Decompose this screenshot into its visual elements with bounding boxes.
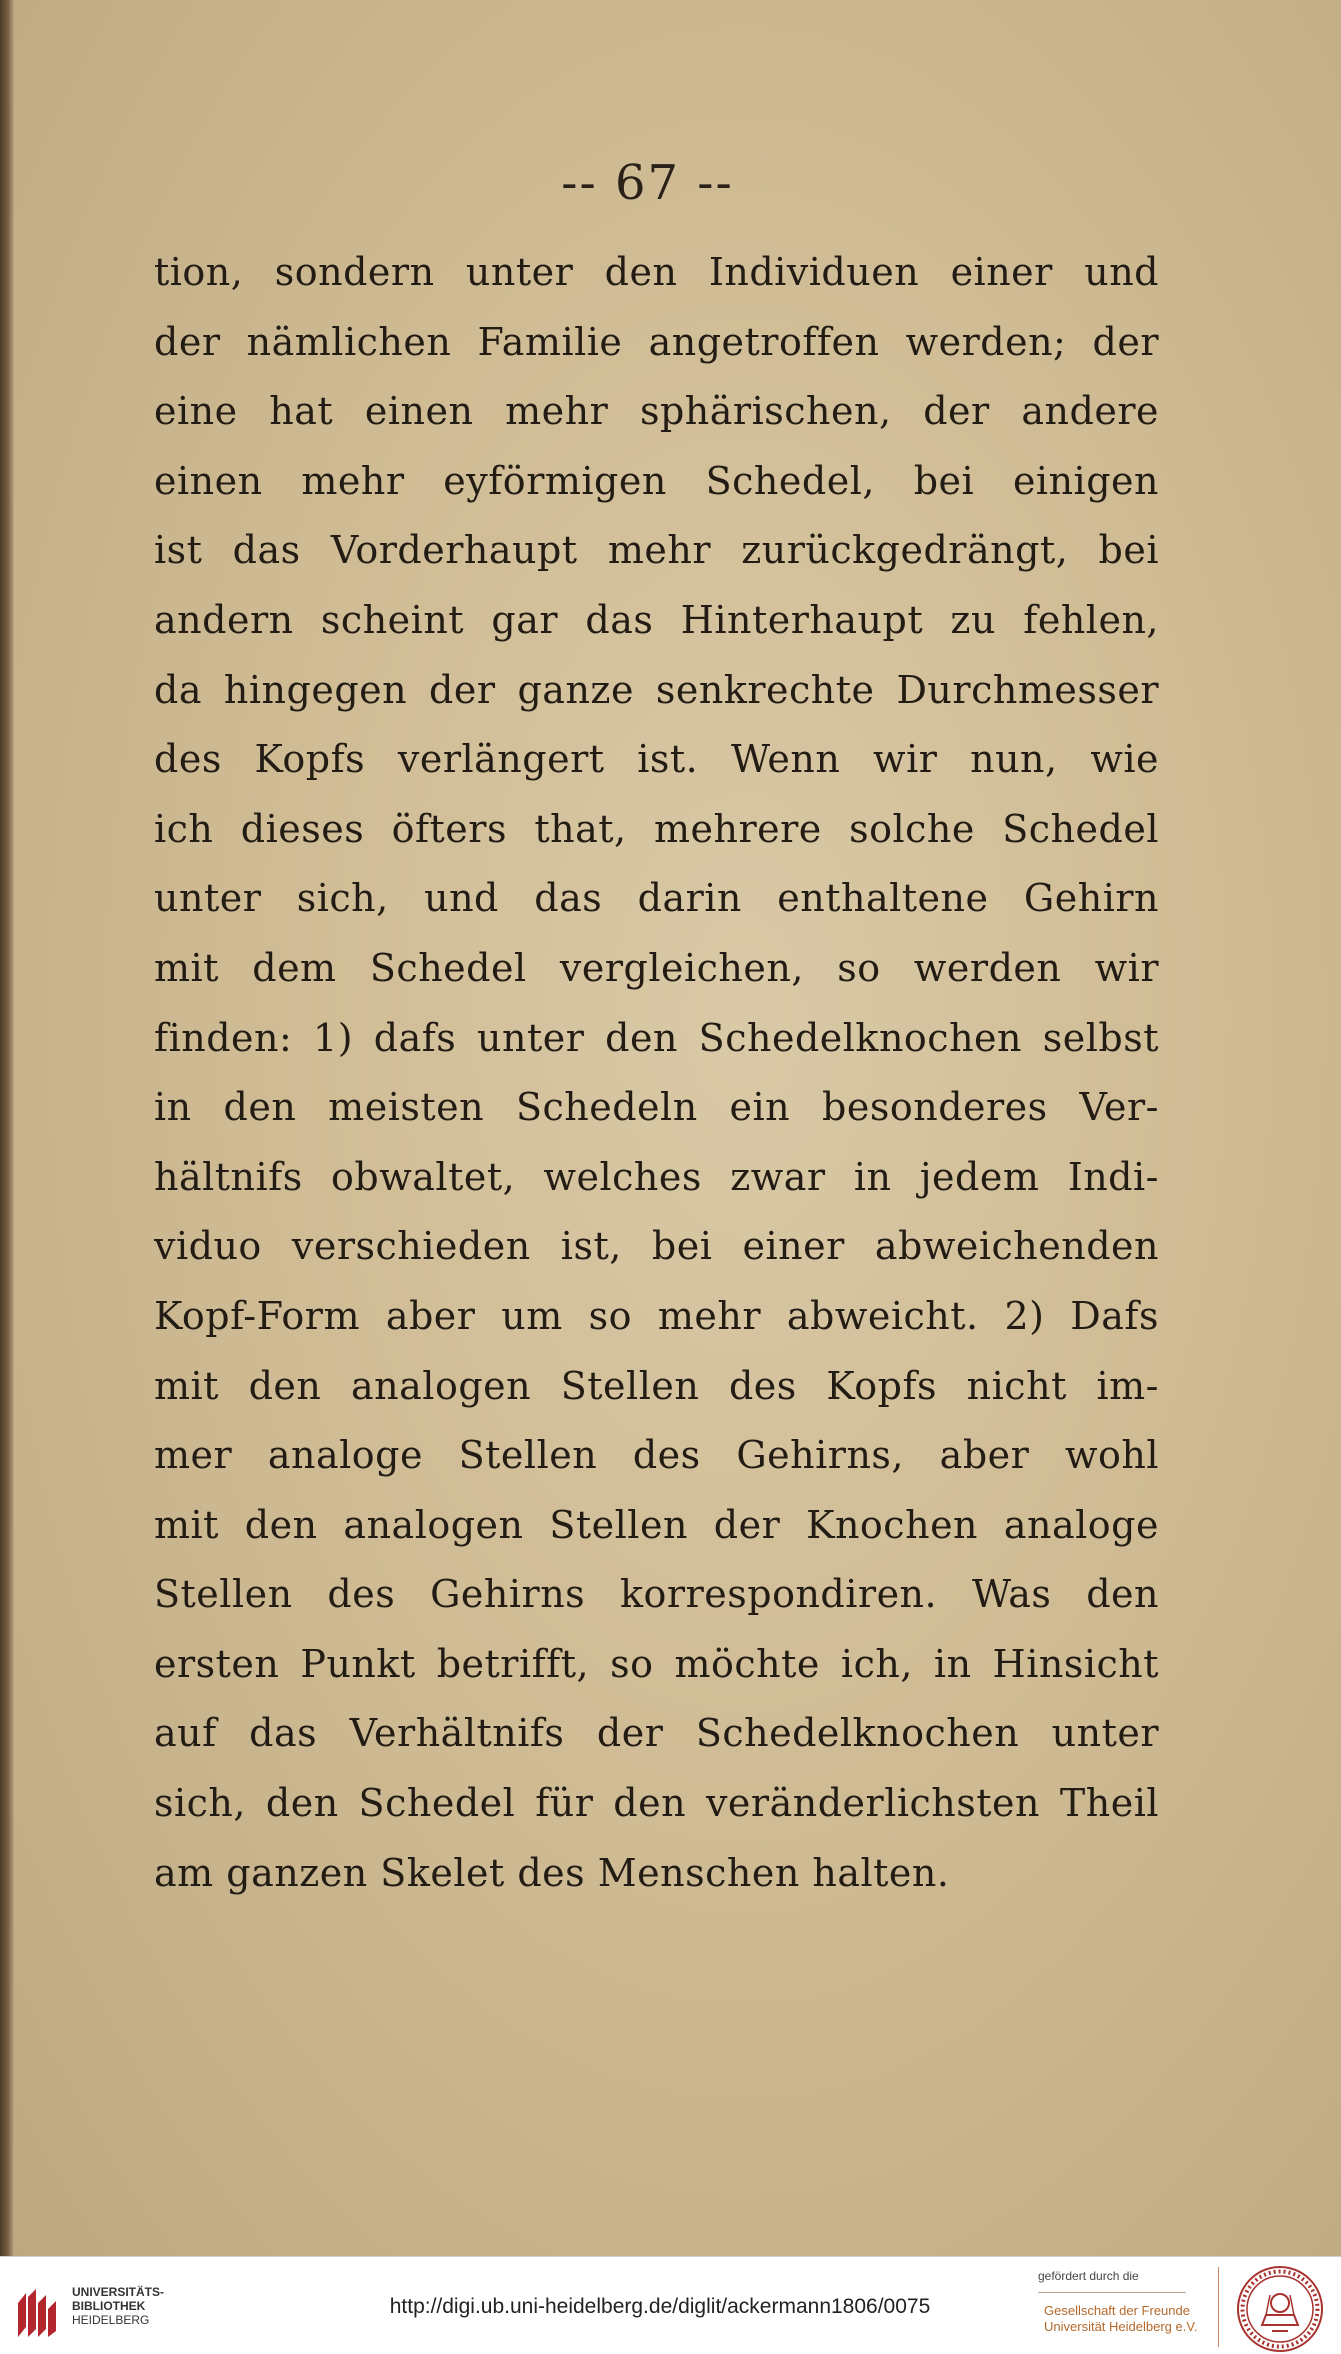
text-line: unter sich, und das darin enthaltene Gehirn xyxy=(154,876,1159,921)
university-library-logo-icon[interactable] xyxy=(14,2287,60,2339)
library-name-line: UNIVERSITÄTS- xyxy=(72,2285,165,2299)
text-line: mit dem Schedel vergleichen, so werden wir xyxy=(154,945,1159,990)
library-name-line: BIBLIOTHEK xyxy=(72,2299,146,2313)
text-line: ist das Vorderhaupt mehr zurückgedrängt, bei xyxy=(154,528,1159,573)
sponsor-name[interactable] xyxy=(1044,2303,1197,2335)
text-line: da hingegen der ganze senkrechte Durchmesser xyxy=(154,667,1159,712)
text-line: eine hat einen mehr sphärischen, der andere xyxy=(154,389,1159,434)
text-line: des Kopfs verlängert ist. Wenn wir nun, wie xyxy=(154,737,1159,782)
text-line: viduo verschieden ist, bei einer abweichenden xyxy=(154,1224,1159,1269)
university-seal-icon[interactable] xyxy=(1236,2265,1324,2353)
sponsor-rule xyxy=(1038,2292,1186,2293)
page-number: -- 67 -- xyxy=(561,155,734,211)
text-line: mer analoge Stellen des Gehirns, aber wohl xyxy=(154,1433,1159,1478)
text-line: finden: 1) dafs unter den Schedelknochen selbst xyxy=(154,1015,1159,1060)
permalink-url[interactable]: http://digi.ub.uni-heidelberg.de/diglit/ackermann1806/0075 xyxy=(389,2295,931,2318)
text-line: andern scheint gar das Hinterhaupt zu fehlen, xyxy=(154,597,1159,642)
text-line: mit den analogen Stellen der Knochen analoge xyxy=(154,1502,1159,1547)
text-line: Stellen des Gehirns korrespondiren. Was den xyxy=(154,1572,1159,1617)
text-line: auf das Verhältnifs der Schedelknochen unter xyxy=(154,1711,1159,1756)
text-line: mit den analogen Stellen des Kopfs nicht im- xyxy=(154,1363,1159,1408)
text-line: am ganzen Skelet des Menschen halten. xyxy=(154,1850,950,1895)
sponsor-label: gefördert durch die xyxy=(1038,2269,1139,2283)
sponsor-name-line: Gesellschaft der Freunde xyxy=(1044,2303,1190,2318)
text-line: in den meisten Schedeln ein besonderes Ver- xyxy=(154,1085,1159,1130)
scanned-page xyxy=(14,0,1341,2256)
digitization-footer xyxy=(0,2256,1341,2354)
text-line: einen mehr eyförmigen Schedel, bei einigen xyxy=(154,458,1159,503)
text-line: tion, sondern unter den Individuen einer und xyxy=(154,250,1159,294)
sponsor-divider xyxy=(1218,2267,1219,2347)
text-line: sich, den Schedel für den veränderlichsten Theil xyxy=(154,1781,1159,1826)
text-line: hältnifs obwaltet, welches zwar in jedem Indi- xyxy=(154,1154,1159,1199)
text-line: Kopf-Form aber um so mehr abweicht. 2) Dafs xyxy=(154,1293,1159,1338)
text-line: ersten Punkt betrifft, so möchte ich, in Hinsicht xyxy=(154,1641,1159,1686)
sponsor-name-line: Universität Heidelberg e.V. xyxy=(1044,2319,1198,2334)
page-text-body xyxy=(154,238,1159,1908)
library-name-line: HEIDELBERG xyxy=(72,2313,150,2327)
text-line: der nämlichen Familie angetroffen werden; der xyxy=(154,319,1159,364)
page-edge-shadow xyxy=(0,0,14,2256)
text-line: ich dieses öfters that, mehrere solche Schedel xyxy=(154,806,1159,851)
